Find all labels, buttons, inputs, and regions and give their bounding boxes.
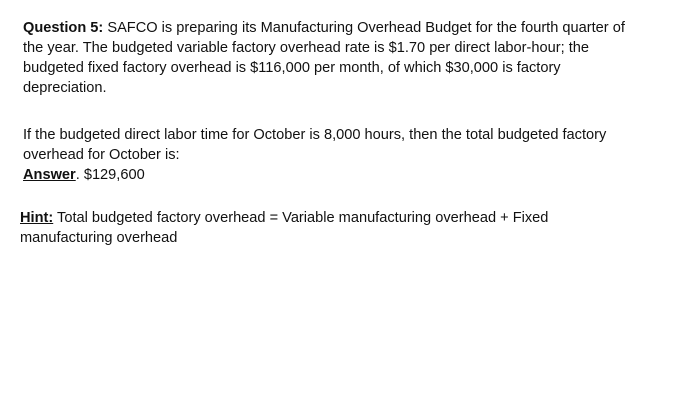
hint-text-1: Total budgeted factory overhead = Variable manufacturing overhead + Fixed: [53, 210, 549, 226]
question-line-4: depreciation.: [23, 80, 107, 96]
hint-label: Hint:: [20, 210, 54, 226]
question-line-1: [23, 18, 683, 38]
hint-line-1: [20, 208, 680, 228]
question-paragraph: [23, 18, 683, 98]
answer-label: Answer: [23, 167, 76, 183]
scenario-paragraph: [23, 125, 683, 185]
answer-value: . $129,600: [75, 167, 145, 183]
question-line-3: budgeted fixed factory overhead is $116,000 per month, of which $30,000 is factory: [23, 60, 561, 76]
hint-paragraph: [20, 208, 680, 248]
question-label: Question 5:: [23, 20, 104, 36]
answer-line: [23, 165, 683, 185]
question-text-1: SAFCO is preparing its Manufacturing Overhead Budget for the fourth quarter of: [103, 20, 625, 36]
scenario-line-1: If the budgeted direct labor time for October is 8,000 hours, then the total budgeted factory: [23, 127, 607, 143]
hint-line-2: manufacturing overhead: [20, 230, 178, 246]
scenario-line-2: overhead for October is:: [23, 147, 180, 163]
question-line-2: the year. The budgeted variable factory overhead rate is $1.70 per direct labor-hour; the: [23, 40, 589, 56]
